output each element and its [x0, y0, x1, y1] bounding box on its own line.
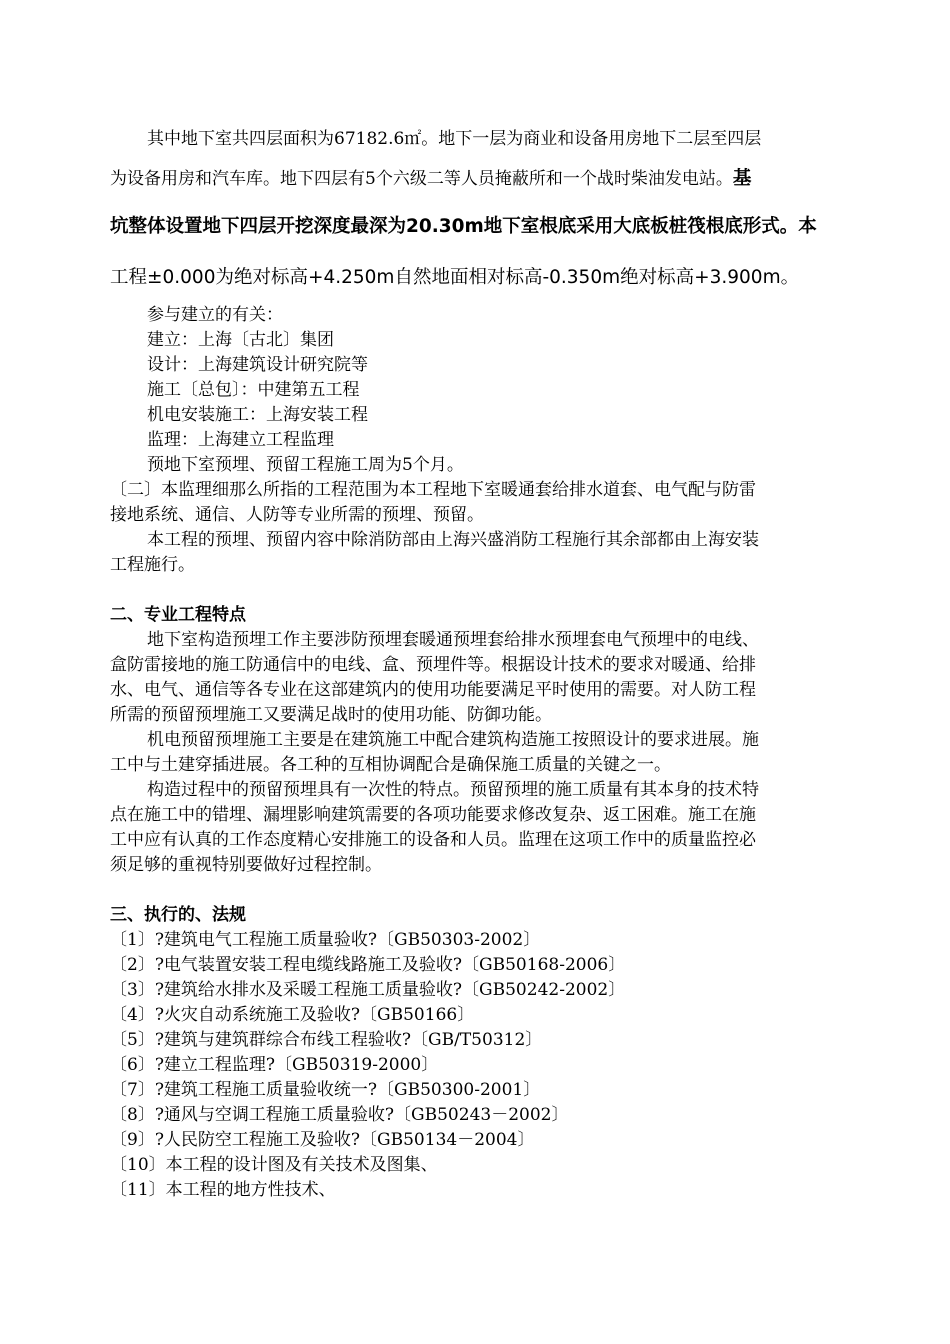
scope-line-2: 接地系统、通信、人防等专业所需的预埋、预留。: [110, 505, 484, 525]
scope-line-4: 工程施行。: [110, 555, 195, 575]
party-period: 预地下室预埋、预留工程施工周为5个月。: [147, 455, 464, 475]
party-build: 建立：上海〔古北〕集团: [147, 330, 334, 350]
section-2-p3-line: 须足够的重视特别要做好过程控制。: [110, 855, 382, 875]
intro-line-2-bold: 基: [732, 168, 752, 189]
regulation-item: 〔7〕?建筑工程施工质量验收统一?〔GB50300-2001〕: [110, 1080, 541, 1100]
intro-line-2-text: 为设备用房和汽车库。地下四层有5个六级二等人员掩蔽所和一个战时柴油发电站。: [110, 169, 733, 189]
intro-line-2: [110, 164, 751, 190]
section-2-p3-line: 构造过程中的预留预埋具有一次性的特点。预留预埋的施工质量有其本身的技术特: [147, 780, 759, 800]
regulation-item: 〔9〕?人民防空工程施工及验收?〔GB50134－2004〕: [110, 1130, 535, 1150]
regulation-item: 〔11〕本工程的地方性技术、: [110, 1180, 336, 1200]
section-2-p1-line: 地下室构造预埋工作主要涉防预埋套暖通预埋套给排水预埋套电气预埋中的电线、: [147, 630, 759, 650]
section-2-p3-line: 工中应有认真的工作态度精心安排施工的设备和人员。监理在这项工作中的质量监控必: [110, 830, 756, 850]
regulation-item: 〔6〕?建立工程监理?〔GB50319-2000〕: [110, 1055, 439, 1075]
intro-line-3: 坑整体设置地下四层开挖深度最深为20.30m地下室根底采用大底板桩筏根底形式。本: [110, 216, 817, 237]
regulation-item: 〔4〕?火灾自动系统施工及验收?〔GB50166〕: [110, 1005, 475, 1025]
section-2-p1-line: 水、电气、通信等各专业在这部建筑内的使用功能要满足平时使用的需要。对人防工程: [110, 680, 756, 700]
section-2-p2-line: 工中与土建穿插进展。各工种的互相协调配合是确保施工质量的关键之一。: [110, 755, 671, 775]
party-supervision: 监理：上海建立工程监理: [147, 430, 334, 450]
party-design: 设计：上海建筑设计研究院等: [147, 355, 368, 375]
section-2-p3-line: 点在施工中的错埋、漏埋影响建筑需要的各项功能要求修改复杂、返工困难。施工在施: [110, 805, 756, 825]
regulation-item: 〔2〕?电气装置安装工程电缆线路施工及验收?〔GB50168-2006〕: [110, 955, 626, 975]
party-mep: 机电安装施工：上海安装工程: [147, 405, 368, 425]
section-2-p1-line: 盒防雷接地的施工防通信中的电线、盒、预埋件等。根据设计技术的要求对暖通、给排: [110, 655, 756, 675]
party-contractor: 施工〔总包〕：中建第五工程: [147, 380, 360, 400]
regulation-item: 〔1〕?建筑电气工程施工质量验收?〔GB50303-2002〕: [110, 930, 541, 950]
parties-title: 参与建立的有关：: [147, 305, 283, 325]
section-3-heading: 三、执行的、法规: [110, 905, 246, 925]
intro-line-1: 其中地下室共四层面积为67182.6㎡。地下一层为商业和设备用房地下二层至四层: [147, 129, 762, 149]
regulation-item: 〔5〕?建筑与建筑群综合布线工程验收?〔GB/T50312〕: [110, 1030, 543, 1050]
regulation-item: 〔8〕?通风与空调工程施工质量验收?〔GB50243－2002〕: [110, 1105, 569, 1125]
regulation-item: 〔3〕?建筑给水排水及采暖工程施工质量验收?〔GB50242-2002〕: [110, 980, 626, 1000]
scope-line-3: 本工程的预埋、预留内容中除消防部由上海兴盛消防工程施行其余部都由上海安装: [147, 530, 759, 550]
section-2-heading: 二、专业工程特点: [110, 605, 246, 625]
scope-line-1: 〔二〕本监理细那么所指的工程范围为本工程地下室暖通套给排水道套、电气配与防雷: [110, 480, 756, 500]
intro-line-4: 工程±0.000为绝对标高+4.250m自然地面相对标高-0.350m绝对标高+3.900m。: [110, 267, 800, 288]
section-2-p1-line: 所需的预留预埋施工又要满足战时的使用功能、防御功能。: [110, 705, 552, 725]
regulation-item: 〔10〕本工程的设计图及有关技术及图集、: [110, 1155, 438, 1175]
section-2-p2-line: 机电预留预埋施工主要是在建筑施工中配合建筑构造施工按照设计的要求进展。施: [147, 730, 759, 750]
